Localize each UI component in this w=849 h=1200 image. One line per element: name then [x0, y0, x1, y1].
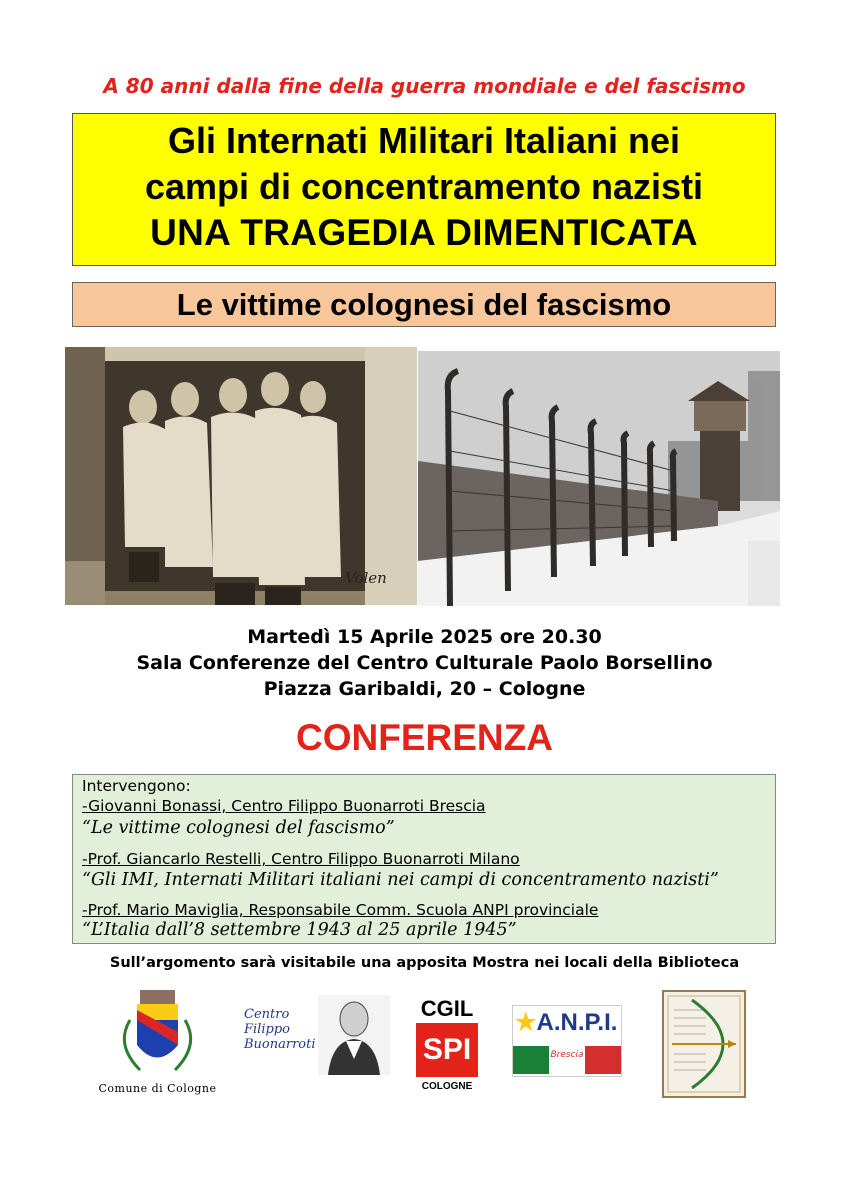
event-address: Piazza Garibaldi, 20 – Cologne — [263, 678, 586, 700]
centro-line-1: Centro — [244, 1007, 290, 1022]
star-icon: ★ — [515, 1009, 537, 1036]
comune-name: Comune di Cologne — [98, 1082, 217, 1095]
centro-buonarroti-logo — [240, 995, 390, 1085]
speaker-3-talk: “L’Italia dall’8 settembre 1943 al 25 aprile 1945” — [82, 920, 517, 940]
centro-line-3: Buonarroti — [244, 1037, 316, 1052]
conference-label: CONFERENZA — [296, 717, 553, 758]
photo-camp-fence — [418, 351, 780, 606]
library-logo — [662, 990, 746, 1100]
speaker-1-name: -Giovanni Bonassi, Centro Filippo Buonarroti Brescia — [82, 797, 486, 815]
anpi-logo — [512, 1005, 622, 1077]
speaker-3-name: -Prof. Mario Maviglia, Responsabile Comm. Scuola ANPI provinciale — [82, 901, 599, 919]
exhibition-note: Sull’argomento sarà visitabile una apposita Mostra nei locali della Biblioteca — [109, 955, 740, 971]
subtitle-box: Le vittime colognesi del fascismo — [72, 282, 776, 327]
tagline: A 80 anni dalla fine della guerra mondiale e del fascismo — [103, 74, 746, 98]
bow-arrow-icon — [662, 990, 746, 1098]
title-line-1: Gli Internati Militari Italiani nei — [167, 120, 681, 161]
anpi-city: Brescia — [550, 1050, 584, 1060]
cgil-city: COLOGNE — [421, 1081, 473, 1092]
spi-label: SPI — [416, 1023, 478, 1077]
coat-of-arms-icon — [90, 990, 225, 1080]
photo-soldiers-wagon — [65, 347, 417, 605]
title-box — [72, 113, 776, 266]
speakers-heading: Intervengono: — [82, 777, 191, 795]
speakers-box — [72, 774, 776, 944]
speaker-2-talk: “Gli IMI, Internati Militari italiani nei campi di concentramento nazisti” — [82, 870, 719, 890]
portrait-icon — [318, 995, 390, 1075]
cgil-label: CGIL — [416, 995, 478, 1023]
event-date: Martedì 15 Aprile 2025 ore 20.30 — [247, 626, 602, 648]
title-line-2: campi di concentramento nazisti — [144, 166, 704, 207]
title-line-3: UNA TRAGEDIA DIMENTICATA — [150, 212, 698, 253]
speaker-1-talk: “Le vittime colognesi del fascismo” — [82, 818, 395, 838]
photo-signature: Volen — [345, 569, 387, 587]
speaker-2-name: -Prof. Giancarlo Restelli, Centro Filippo Buonarroti Milano — [82, 850, 520, 868]
cgil-spi-logo — [416, 995, 478, 1095]
centro-line-2: Filippo — [244, 1022, 290, 1037]
comune-logo — [90, 990, 225, 1100]
anpi-label: A.N.P.I. — [536, 1009, 618, 1036]
event-venue: Sala Conferenze del Centro Culturale Paolo Borsellino — [136, 652, 713, 674]
